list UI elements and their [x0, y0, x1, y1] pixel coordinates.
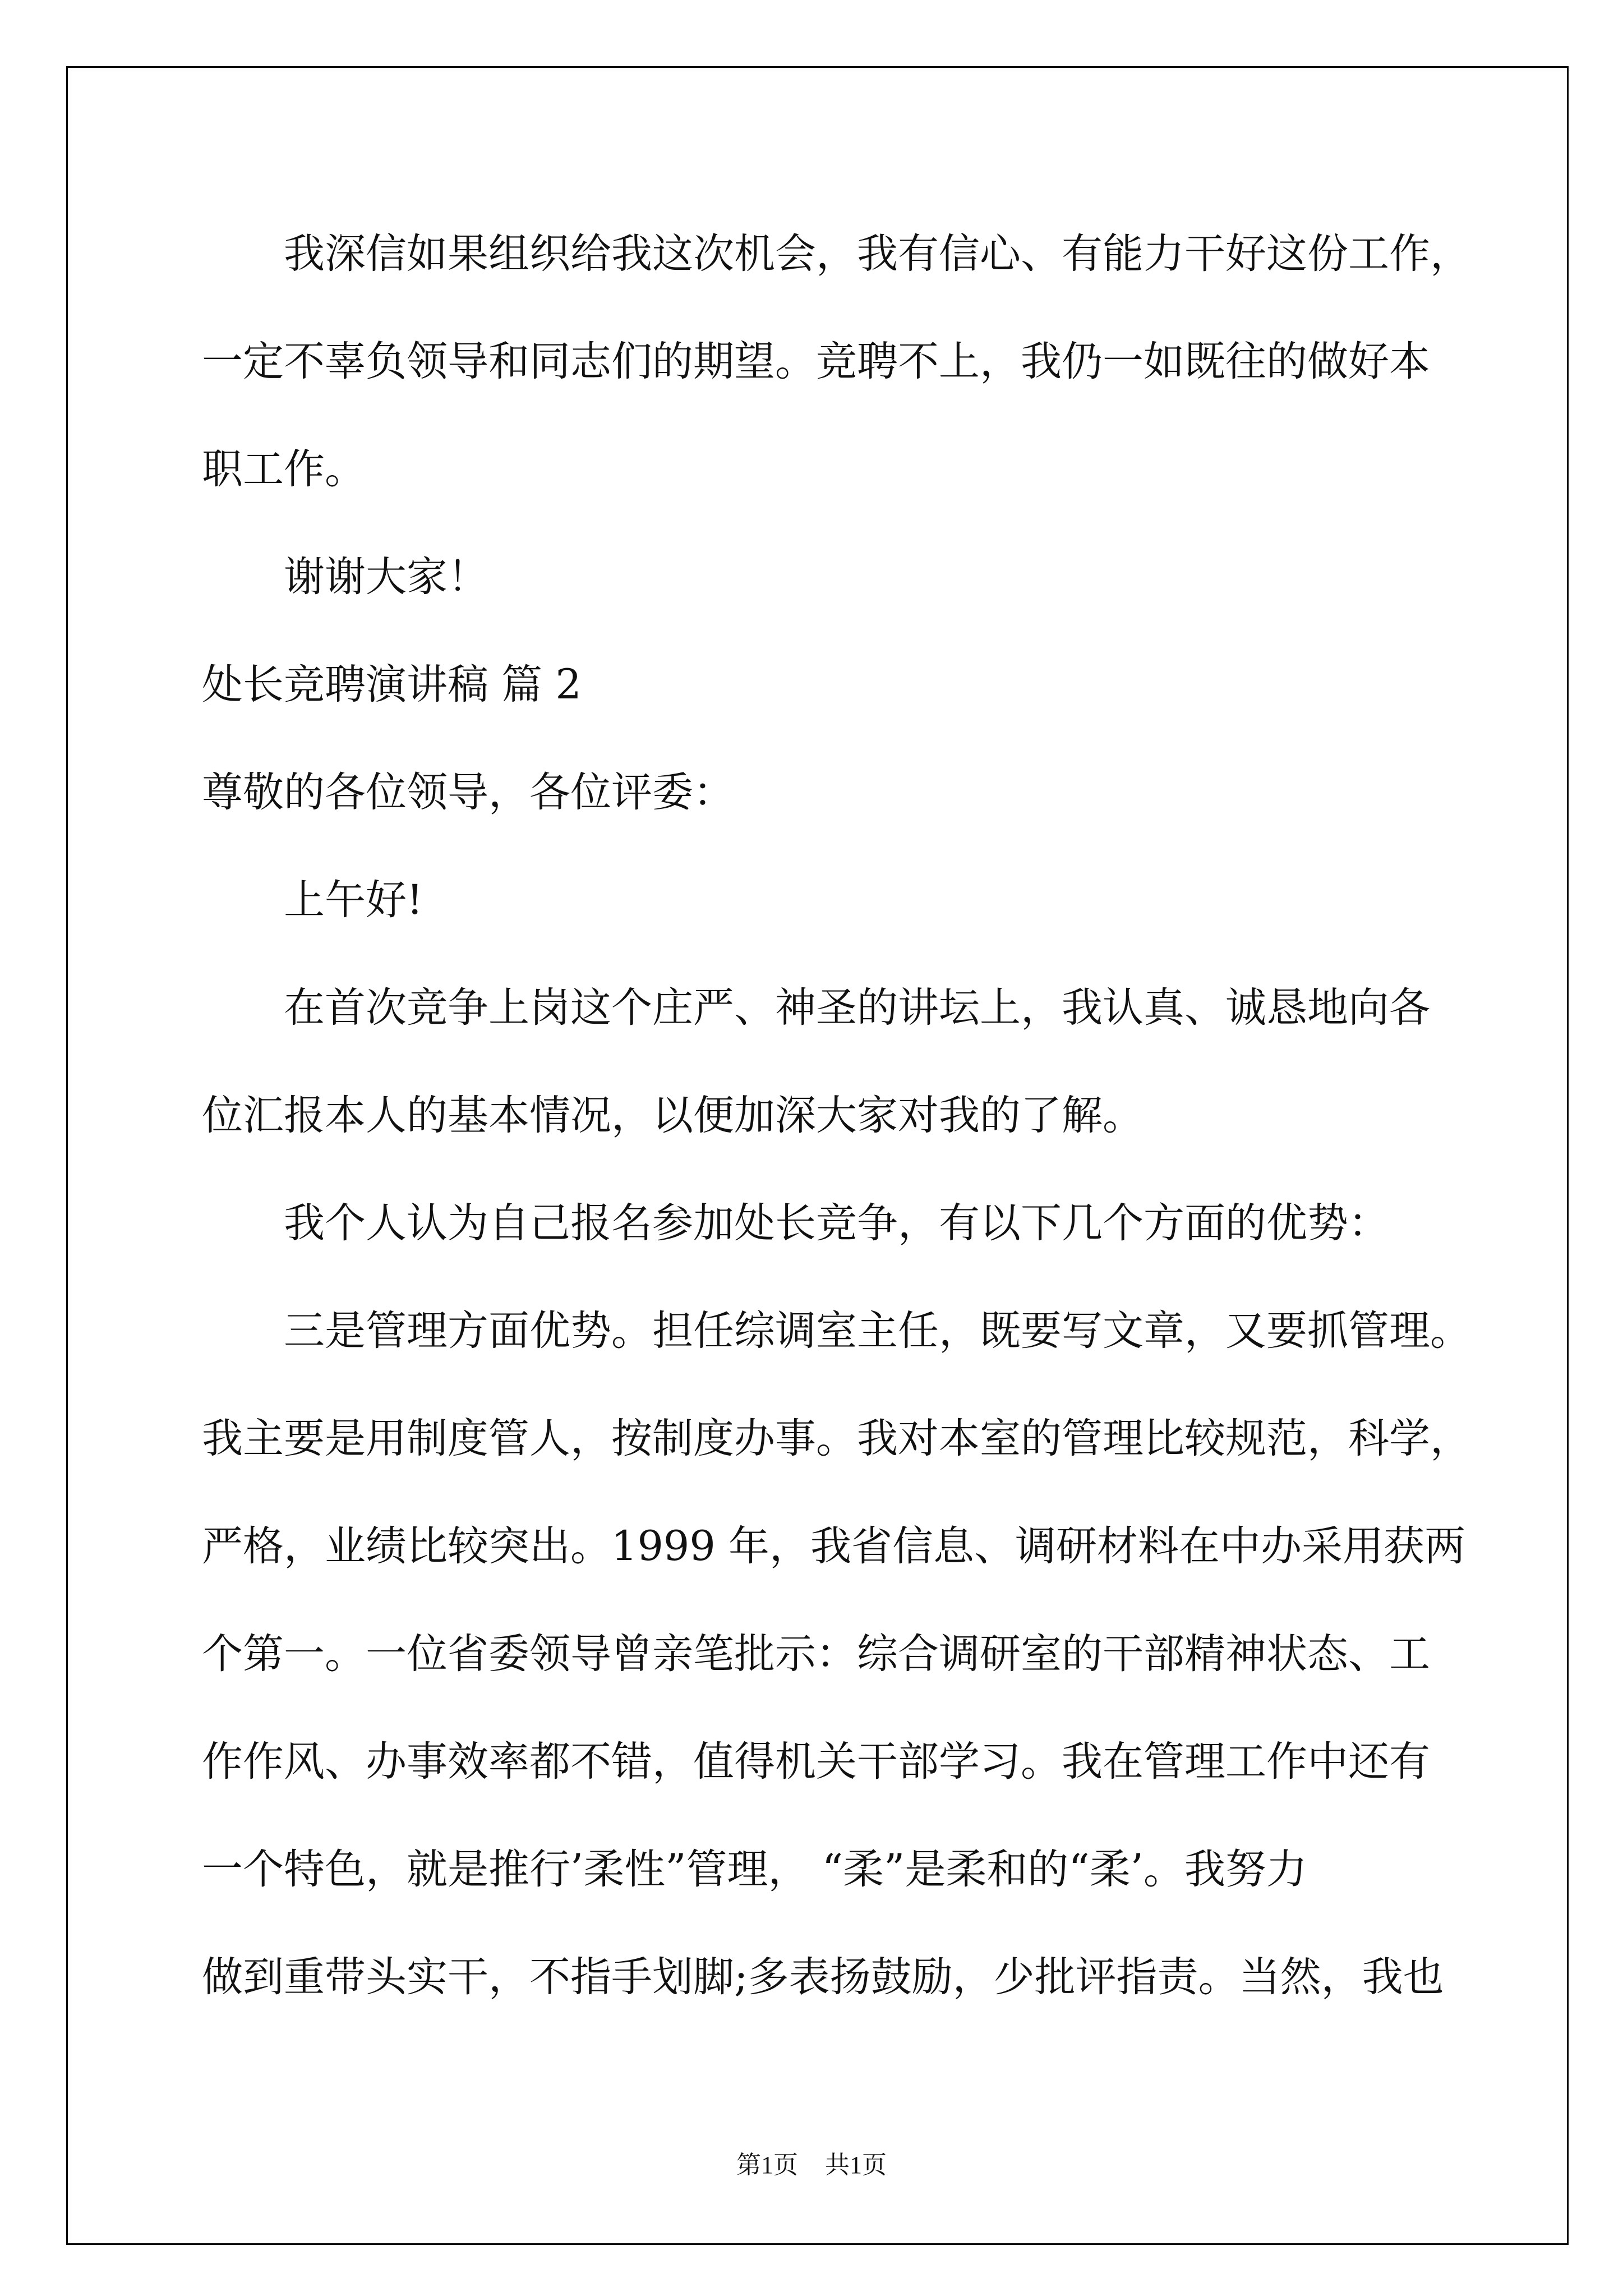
paragraph	[202, 1170, 1548, 1277]
paragraph	[202, 1277, 1548, 2031]
text-line: 职工作。	[202, 445, 366, 493]
paragraph	[202, 739, 1548, 846]
text-line: 个第一。一位省委领导曾亲笔批示：综合调研室的干部精神状态、工	[202, 1630, 1430, 1678]
text-line: 我个人认为自己报名参加处长竞争，有以下几个方面的优势：	[284, 1199, 1389, 1247]
paragraph	[202, 200, 1548, 523]
text-line: 在首次竞争上岗这个庄严、神圣的讲坛上，我认真、诚恳地向各	[284, 984, 1430, 1032]
text-line: 一个特色，就是推行’柔性”管理， “柔”是柔和的“柔’。我努力	[202, 1846, 1307, 1893]
text-line: 三是管理方面优势。担任综调室主任，既要写文章，又要抓管理。	[284, 1307, 1471, 1355]
text-line: 我深信如果组织给我这次机会，我有信心、有能力干好这份工作，	[284, 230, 1471, 278]
text-line: 位汇报本人的基本情况，以便加深大家对我的了解。	[202, 1092, 1144, 1139]
text-line: 一定不辜负领导和同志们的期望。竞聘不上，我仍一如既往的做好本	[202, 338, 1430, 385]
text-line: 严格，业绩比较突出。1999 年，我省信息、调研材料在中办采用获两	[202, 1522, 1465, 1570]
paragraph	[202, 954, 1548, 1170]
text-line: 做到重带头实干，不指手划脚;多表扬鼓励，少批评指责。当然，我也	[202, 1953, 1444, 2001]
paragraph	[202, 631, 1548, 739]
document-body	[202, 200, 1548, 2031]
salutation: 尊敬的各位领导，各位评委：	[202, 769, 734, 816]
page-footer	[0, 2148, 1623, 2182]
section-heading: 处长竞聘演讲稿 篇 2	[202, 661, 582, 708]
paragraph	[202, 523, 1548, 631]
closing-line: 谢谢大家！	[284, 553, 488, 601]
page-total: 共1页	[825, 2151, 887, 2179]
text-line: 我主要是用制度管人，按制度办事。我对本室的管理比较规范，科学，	[202, 1415, 1471, 1462]
paragraph	[202, 846, 1548, 954]
greeting: 上午好!	[284, 876, 423, 924]
text-line: 作作风、办事效率都不错，值得机关干部学习。我在管理工作中还有	[202, 1738, 1430, 1786]
page-number: 第1页	[736, 2151, 798, 2179]
